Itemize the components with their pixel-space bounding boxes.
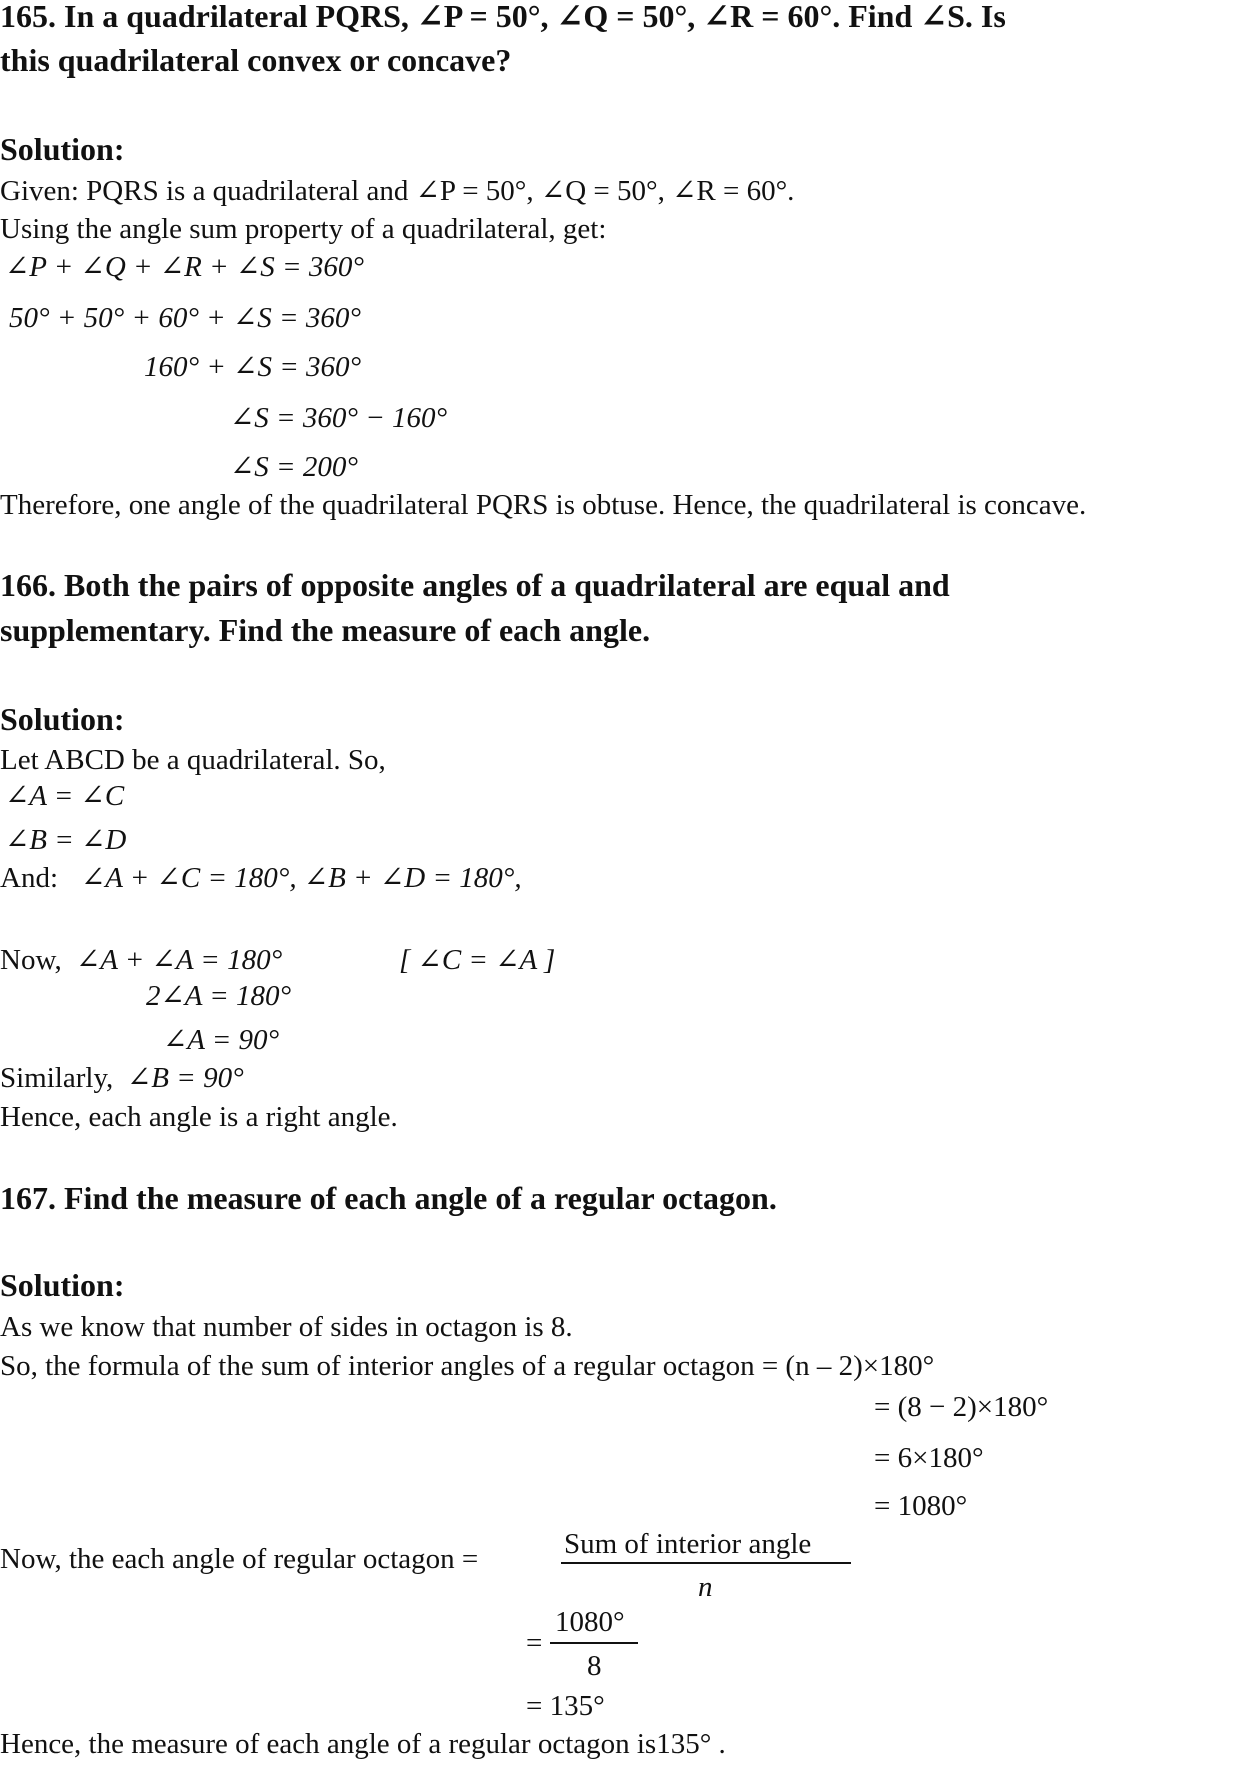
q165-solution-label: Solution: — [0, 131, 125, 167]
q165-step-4: ∠S = 360° − 160° — [230, 402, 448, 434]
q167-each-text: Now, the each angle of regular octagon = — [0, 1543, 479, 1575]
q167-frac2-bar — [550, 1642, 638, 1644]
q165-title-line2: this quadrilateral convex or concave? — [0, 42, 512, 78]
q167-frac1-denominator: n — [698, 1571, 713, 1603]
q165-step-1: ∠P + ∠Q + ∠R + ∠S = 360° — [5, 251, 364, 283]
q166-similarly-label: Similarly, — [0, 1062, 114, 1094]
q166-now-label: Now, — [0, 944, 62, 976]
q166-and-eq: ∠A + ∠C = 180°, ∠B + ∠D = 180°, — [81, 862, 522, 894]
q166-step3: ∠A = 90° — [163, 1024, 280, 1056]
q167-formula: So, the formula of the sum of interior angles of a regular octagon = (n – 2)×180° — [0, 1350, 935, 1382]
q165-title-line1: 165. In a quadrilateral PQRS, ∠P = 50°, ∠Q = 50°, ∠R = 60°. Find ∠S. Is — [0, 0, 1006, 34]
q167-conclusion: Hence, the measure of each angle of a regular octagon is135° . — [0, 1728, 726, 1760]
q167-eq-sign: = — [526, 1627, 543, 1659]
q167-frac2-denominator: 8 — [587, 1650, 602, 1682]
q165-step-2: 50° + 50° + 60° + ∠S = 360° — [9, 302, 361, 334]
q167-title: 167. Find the measure of each angle of a regular octagon. — [0, 1180, 777, 1216]
q167-sides: As we know that number of sides in octagon is 8. — [0, 1311, 573, 1343]
q165-using: Using the angle sum property of a quadrilateral, get: — [0, 213, 607, 245]
q167-frac2-numerator: 1080° — [555, 1606, 625, 1638]
q166-and-label: And: — [0, 862, 58, 894]
q167-frac1-numerator: Sum of interior angle — [564, 1528, 812, 1560]
q166-solution-label: Solution: — [0, 701, 125, 737]
q166-eq1: ∠A = ∠C — [5, 780, 125, 812]
q166-now-eq: ∠A + ∠A = 180° — [76, 944, 283, 976]
q167-sum-step-3: = 1080° — [874, 1490, 968, 1522]
q167-frac1-bar — [561, 1562, 851, 1564]
q166-conclusion: Hence, each angle is a right angle. — [0, 1101, 398, 1133]
q167-sum-step-2: = 6×180° — [874, 1442, 984, 1474]
q167-result: = 135° — [526, 1690, 605, 1722]
q166-title-line1: 166. Both the pairs of opposite angles of a quadrilateral are equal and — [0, 567, 950, 603]
q165-step-5: ∠S = 200° — [230, 451, 358, 483]
q167-solution-label: Solution: — [0, 1267, 125, 1303]
q166-title-line2: supplementary. Find the measure of each angle. — [0, 612, 651, 648]
q166-step2: 2∠A = 180° — [146, 980, 292, 1012]
q165-step-3: 160° + ∠S = 360° — [144, 351, 362, 383]
q166-similarly-eq: ∠B = 90° — [127, 1062, 244, 1094]
q167-sum-step-1: = (8 − 2)×180° — [874, 1391, 1049, 1423]
q166-now-reason: [ ∠C = ∠A ] — [399, 944, 556, 976]
q166-intro: Let ABCD be a quadrilateral. So, — [0, 744, 386, 776]
q165-given: Given: PQRS is a quadrilateral and ∠P = 50°, ∠Q = 50°, ∠R = 60°. — [0, 175, 795, 207]
q165-conclusion: Therefore, one angle of the quadrilateral PQRS is obtuse. Hence, the quadrilateral is concave. — [0, 489, 1087, 521]
q166-eq2: ∠B = ∠D — [5, 824, 127, 856]
